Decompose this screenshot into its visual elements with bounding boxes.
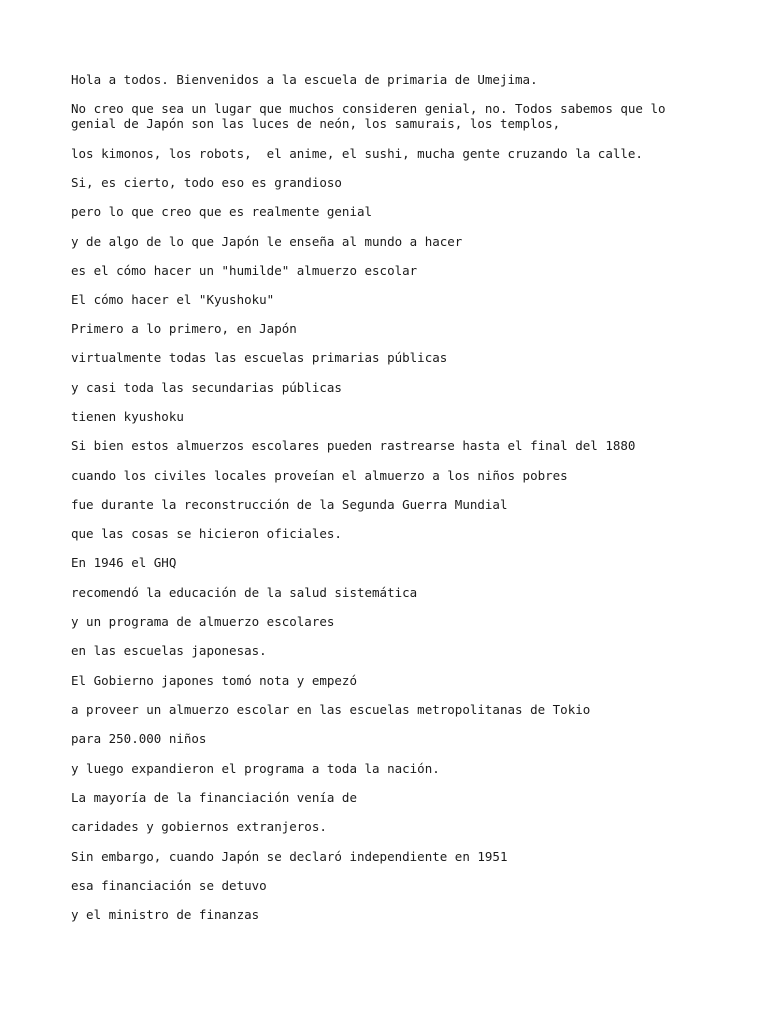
paragraph-4: Si, es cierto, todo eso es grandioso [71,175,342,190]
paragraph-8: El cómo hacer el "Kyushoku" [71,292,275,307]
paragraph-24: y luego expandieron el programa a toda la nación. [71,761,440,776]
paragraph-13: Si bien estos almuerzos escolares pueden rastrearse hasta el final del 1880 [71,438,636,453]
paragraph-17: En 1946 el GHQ [71,555,177,570]
paragraph-1: Hola a todos. Bienvenidos a la escuela de primaria de Umejima. [71,72,538,87]
paragraph-3: los kimonos, los robots, el anime, el sushi, mucha gente cruzando la calle. [71,146,643,161]
paragraph-16: que las cosas se hicieron oficiales. [71,526,342,541]
paragraph-15: fue durante la reconstrucción de la Segunda Guerra Mundial [71,497,508,512]
paragraph-10: virtualmente todas las escuelas primarias públicas [71,350,448,365]
paragraph-27: Sin embargo, cuando Japón se declaró independiente en 1951 [71,849,508,864]
paragraph-5: pero lo que creo que es realmente genial [71,204,373,219]
paragraph-28: esa financiación se detuvo [71,878,267,893]
paragraph-25: La mayoría de la financiación venía de [71,790,357,805]
paragraph-14: cuando los civiles locales proveían el almuerzo a los niños pobres [71,468,568,483]
paragraph-6: y de algo de lo que Japón le enseña al mundo a hacer [71,234,463,249]
paragraph-9: Primero a lo primero, en Japón [71,321,297,336]
paragraph-20: en las escuelas japonesas. [71,643,267,658]
paragraph-11: y casi toda las secundarias públicas [71,380,342,395]
paragraph-19: y un programa de almuerzo escolares [71,614,335,629]
paragraph-18: recomendó la educación de la salud sistemática [71,585,418,600]
paragraph-2: No creo que sea un lugar que muchos consideren genial, no. Todos sabemos que lo genial de Japón son las luces de neón, los samurais, los templos, [71,101,674,131]
paragraph-21: El Gobierno japones tomó nota y empezó [71,673,357,688]
paragraph-23: para 250.000 niños [71,731,207,746]
paragraph-7: es el cómo hacer un "humilde" almuerzo escolar [71,263,418,278]
paragraph-26: caridades y gobiernos extranjeros. [71,819,327,834]
paragraph-29: y el ministro de finanzas [71,907,260,922]
paragraph-22: a proveer un almuerzo escolar en las escuelas metropolitanas de Tokio [71,702,591,717]
paragraph-12: tienen kyushoku [71,409,184,424]
